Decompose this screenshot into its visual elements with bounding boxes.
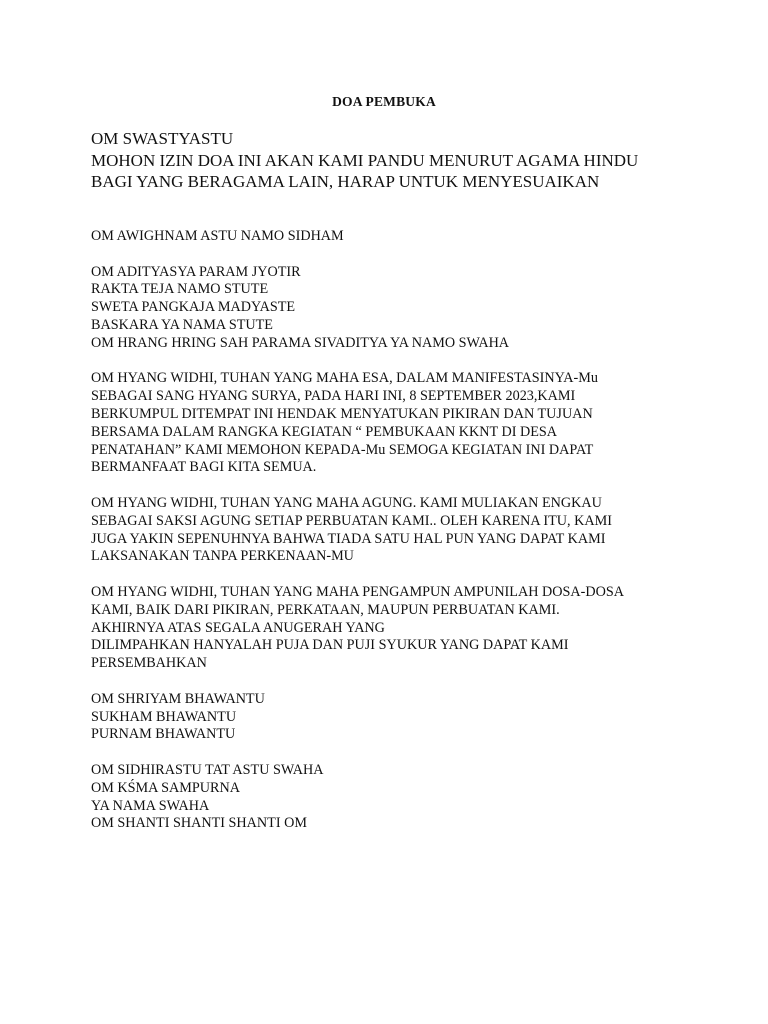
text-line: OM HYANG WIDHI, TUHAN YANG MAHA PENGAMPUN AMPUNILAH DOSA-DOSA bbox=[91, 583, 624, 600]
text-line: PERSEMBAHKAN bbox=[91, 655, 207, 672]
prayer-body bbox=[91, 228, 731, 851]
text-line: SWETA PANGKAJA MADYASTE bbox=[91, 299, 296, 316]
text-line: OM SIDHIRASTU TAT ASTU SWAHA bbox=[91, 761, 324, 778]
text-line: PENATAHAN” KAMI MEMOHON KEPADA-Mu SEMOGA KEGIATAN INI DAPAT bbox=[91, 441, 594, 458]
paragraph-blessing bbox=[91, 691, 731, 744]
paragraph-closing bbox=[91, 762, 731, 833]
text-line: SEBAGAI SANG HYANG SURYA, PADA HARI INI, 8 SEPTEMBER 2023,KAMI bbox=[91, 388, 576, 405]
text-line: DILIMPAHKAN HANYALAH PUJA DAN PUJI SYUKUR YANG DAPAT KAMI bbox=[91, 637, 569, 654]
text-line: SUKHAM BHAWANTU bbox=[91, 708, 237, 725]
text-line: LAKSANAKAN TANPA PERKENAAN-MU bbox=[91, 548, 354, 565]
text-line: JUGA YAKIN SEPENUHNYA BAHWA TIADA SATU HAL PUN YANG DAPAT KAMI bbox=[91, 530, 606, 547]
text-line: AKHIRNYA ATAS SEGALA ANUGERAH YANG bbox=[91, 619, 385, 636]
text-line: BERMANFAAT BAGI KITA SEMUA. bbox=[91, 459, 317, 476]
text-line: BERSAMA DALAM RANGKA KEGIATAN “ PEMBUKAAN KKNT DI DESA bbox=[91, 423, 558, 440]
text-line: SEBAGAI SAKSI AGUNG SETIAP PERBUATAN KAMI.. OLEH KARENA ITU, KAMI bbox=[91, 512, 612, 529]
text-line: OM HYANG WIDHI, TUHAN YANG MAHA ESA, DALAM MANIFESTASINYA-Mu bbox=[91, 370, 598, 387]
text-line: BASKARA YA NAMA STUTE bbox=[91, 316, 273, 333]
header-line-permission: MOHON IZIN DOA INI AKAN KAMI PANDU MENURUT AGAMA HINDU bbox=[91, 150, 639, 170]
document-title: DOA PEMBUKA bbox=[332, 94, 436, 109]
text-line: KAMI, BAIK DARI PIKIRAN, PERKATAAN, MAUPUN PERBUATAN KAMI. bbox=[91, 601, 560, 618]
paragraph-opening bbox=[91, 228, 731, 246]
text-line: OM ADITYASYA PARAM JYOTIR bbox=[91, 263, 301, 280]
paragraph-surya-mantra bbox=[91, 264, 731, 353]
header-line-notice: BAGI YANG BERAGAMA LAIN, HARAP UNTUK MENYESUAIKAN bbox=[91, 172, 600, 191]
text-line: RAKTA TEJA NAMO STUTE bbox=[91, 281, 269, 298]
text-line: BERKUMPUL DITEMPAT INI HENDAK MENYATUKAN PIKIRAN DAN TUJUAN bbox=[91, 405, 593, 422]
text-line: OM AWIGHNAM ASTU NAMO SIDHAM bbox=[91, 228, 344, 244]
paragraph-invocation bbox=[91, 370, 731, 477]
header-block bbox=[91, 128, 731, 193]
paragraph-glorification bbox=[91, 495, 731, 566]
text-line: OM HYANG WIDHI, TUHAN YANG MAHA AGUNG. KAMI MULIAKAN ENGKAU bbox=[91, 494, 602, 511]
text-line: OM HRANG HRING SAH PARAMA SIVADITYA YA NAMO SWAHA bbox=[91, 334, 510, 351]
paragraph-forgiveness bbox=[91, 584, 731, 673]
text-line: OM KŚMA SAMPURNA bbox=[91, 779, 241, 796]
text-line: YA NAMA SWAHA bbox=[91, 797, 210, 814]
text-line: OM SHRIYAM BHAWANTU bbox=[91, 690, 265, 707]
text-line: PURNAM BHAWANTU bbox=[91, 726, 236, 743]
header-line-salutation: OM SWASTYASTU bbox=[91, 129, 234, 148]
text-line: OM SHANTI SHANTI SHANTI OM bbox=[91, 815, 307, 832]
